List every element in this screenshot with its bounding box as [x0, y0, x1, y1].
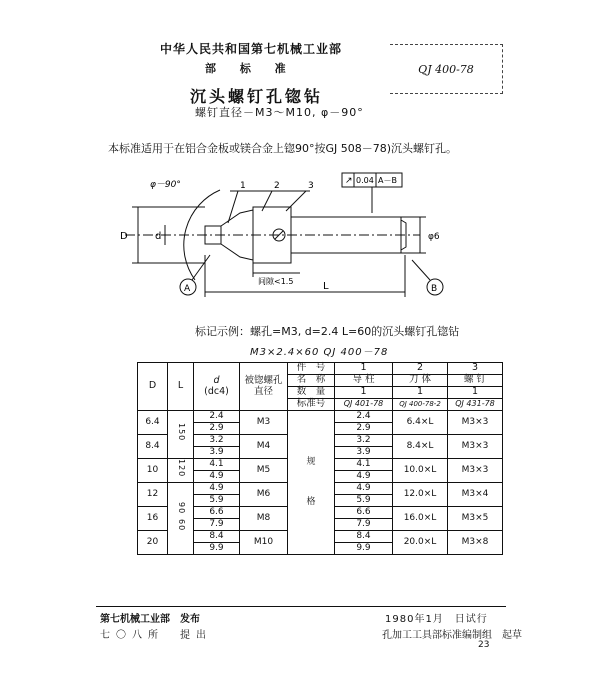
cell-screw-1: M3×3	[448, 411, 503, 435]
cell-hole-1: M3	[240, 411, 288, 435]
cell-hole-2: M4	[240, 435, 288, 459]
ministry-name: 中华人民共和国第七机械工业部	[160, 42, 343, 56]
pilot-value: 4.9	[356, 471, 371, 481]
pilot-value: 8.4	[335, 531, 392, 543]
dimension-d0: φ6	[428, 232, 440, 242]
drafting-group: 孔加工工具部标准编制组 起草	[382, 630, 522, 641]
header-hole-dia: 被锪螺孔直径	[240, 363, 288, 411]
cell-d-4	[194, 483, 240, 507]
d-value: 7.9	[209, 519, 224, 529]
cell-D-4: 12	[138, 483, 168, 507]
cell-pilot-5	[335, 507, 393, 531]
cell-L-150	[168, 411, 194, 459]
cell-pilot-4	[335, 483, 393, 507]
datum-a: A	[184, 284, 191, 294]
pilot-value: 3.9	[356, 447, 371, 457]
spec-label-2: 格	[306, 496, 316, 507]
issuer: 第七机械工业部 发布	[100, 614, 200, 625]
pilot-value: 6.6	[335, 507, 392, 519]
cell-d-6	[194, 531, 240, 555]
cell-D-6: 20	[138, 531, 168, 555]
cell-spec	[288, 411, 335, 555]
cell-screw-3: M3×3	[448, 459, 503, 483]
L-value-150: 150	[176, 423, 186, 442]
pilot-value: 2.9	[356, 423, 371, 433]
cell-D-1: 6.4	[138, 411, 168, 435]
pilot-value: 3.2	[335, 435, 392, 447]
cell-screw-6: M3×8	[448, 531, 503, 555]
department-standard-label: 部 标 准	[205, 62, 296, 75]
marking-code: M3×2.4×60 QJ 400－78	[250, 347, 389, 358]
tolerance-datum: A－B	[378, 176, 397, 185]
cell-D-3: 10	[138, 459, 168, 483]
cell-pilot-6	[335, 531, 393, 555]
cell-pilot-2	[335, 435, 393, 459]
part-no-1: 1	[335, 363, 393, 375]
document-title: 沉头螺钉孔锪钻	[190, 87, 324, 106]
callout-3: 3	[308, 181, 314, 191]
clearance-label: 间隙<1.5	[258, 277, 294, 286]
d-value: 2.9	[209, 423, 224, 433]
cell-body-5: 16.0×L	[393, 507, 448, 531]
d-value: 3.2	[194, 435, 239, 447]
cell-body-1: 6.4×L	[393, 411, 448, 435]
part-std-2: QJ 400-78-2	[393, 399, 448, 411]
datum-b: B	[431, 284, 438, 294]
d-value: 2.4	[194, 411, 239, 423]
callout-2: 2	[274, 181, 280, 191]
pilot-value: 7.9	[356, 519, 371, 529]
cell-pilot-3	[335, 459, 393, 483]
cell-pilot-1	[335, 411, 393, 435]
pilot-value: 9.9	[356, 543, 371, 553]
header-d	[194, 363, 240, 411]
part-std-3: QJ 431-78	[448, 399, 503, 411]
part-qty-2: 1	[393, 387, 448, 399]
d-value: 6.6	[194, 507, 239, 519]
L-value-60: 60	[176, 518, 186, 531]
d-value: 5.9	[209, 495, 224, 505]
L-value-90: 90	[176, 502, 186, 515]
cell-body-3: 10.0×L	[393, 459, 448, 483]
cell-D-5: 16	[138, 507, 168, 531]
part-qty-3: 1	[448, 387, 503, 399]
header-L: L	[168, 363, 194, 411]
d-value: 4.1	[194, 459, 239, 471]
header-d-label: d	[213, 375, 220, 387]
header-name: 名 称	[288, 375, 335, 387]
footer-rule	[96, 606, 506, 607]
dimension-d: d	[155, 231, 162, 242]
cell-d-2	[194, 435, 240, 459]
part-name-1: 导 柱	[335, 375, 393, 387]
cell-d-3	[194, 459, 240, 483]
specification-table	[137, 362, 503, 555]
cell-screw-4: M3×4	[448, 483, 503, 507]
tolerance-symbol: ↗	[345, 176, 353, 186]
d-value: 4.9	[194, 483, 239, 495]
cell-d-1	[194, 411, 240, 435]
cell-hole-4: M6	[240, 483, 288, 507]
cell-body-4: 12.0×L	[393, 483, 448, 507]
header-std: 标准号	[288, 399, 335, 411]
scope-statement: 本标准适用于在铝合金板或镁合金上锪90°按GJ 508－78)沉头螺钉孔。	[108, 142, 458, 155]
d-value: 8.4	[194, 531, 239, 543]
part-no-2: 2	[393, 363, 448, 375]
callout-1: 1	[240, 181, 246, 191]
cell-D-2: 8.4	[138, 435, 168, 459]
part-qty-1: 1	[335, 387, 393, 399]
header-D: D	[138, 363, 168, 411]
dimension-L: L	[323, 281, 329, 292]
page-number: 23	[478, 640, 490, 650]
L-value-120: 120	[176, 459, 186, 478]
cell-hole-3: M5	[240, 459, 288, 483]
proposer: 七〇八所 提出	[100, 630, 212, 641]
cell-screw-5: M3×5	[448, 507, 503, 531]
d-value: 9.9	[209, 543, 224, 553]
tolerance-value: 0.04	[356, 176, 374, 185]
header-dc4-label: (dc4)	[204, 385, 229, 397]
cell-L-90-60	[168, 483, 194, 555]
marking-example: 标记示例：螺孔=M3, d=2.4 L=60的沉头螺钉孔锪钻	[195, 325, 460, 338]
part-name-3: 螺 钉	[448, 375, 503, 387]
standard-number-box	[390, 44, 503, 94]
countersink-drill-drawing	[110, 165, 510, 320]
part-name-2: 刀 体	[393, 375, 448, 387]
trial-date: 1980年1月 日试行	[385, 614, 488, 625]
cell-screw-2: M3×3	[448, 435, 503, 459]
pilot-value: 4.1	[335, 459, 392, 471]
d-value: 4.9	[209, 471, 224, 481]
cell-body-6: 20.0×L	[393, 531, 448, 555]
document-subtitle: 螺钉直径－M3～M10, φ－90°	[195, 106, 364, 119]
cell-L-120	[168, 459, 194, 483]
standard-number: QJ 400-78	[418, 62, 474, 76]
cell-body-2: 8.4×L	[393, 435, 448, 459]
part-std-1: QJ 401-78	[335, 399, 393, 411]
header-part-no: 件 号	[288, 363, 335, 375]
cell-hole-6: M10	[240, 531, 288, 555]
pilot-value: 5.9	[356, 495, 371, 505]
pilot-value: 2.4	[335, 411, 392, 423]
pilot-value: 4.9	[335, 483, 392, 495]
angle-label: φ－90°	[150, 180, 181, 190]
d-value: 3.9	[209, 447, 224, 457]
cell-hole-5: M8	[240, 507, 288, 531]
part-no-3: 3	[448, 363, 503, 375]
cell-d-5	[194, 507, 240, 531]
spec-label-1: 规	[306, 456, 316, 467]
dimension-D: D	[120, 231, 128, 242]
header-qty: 数 量	[288, 387, 335, 399]
